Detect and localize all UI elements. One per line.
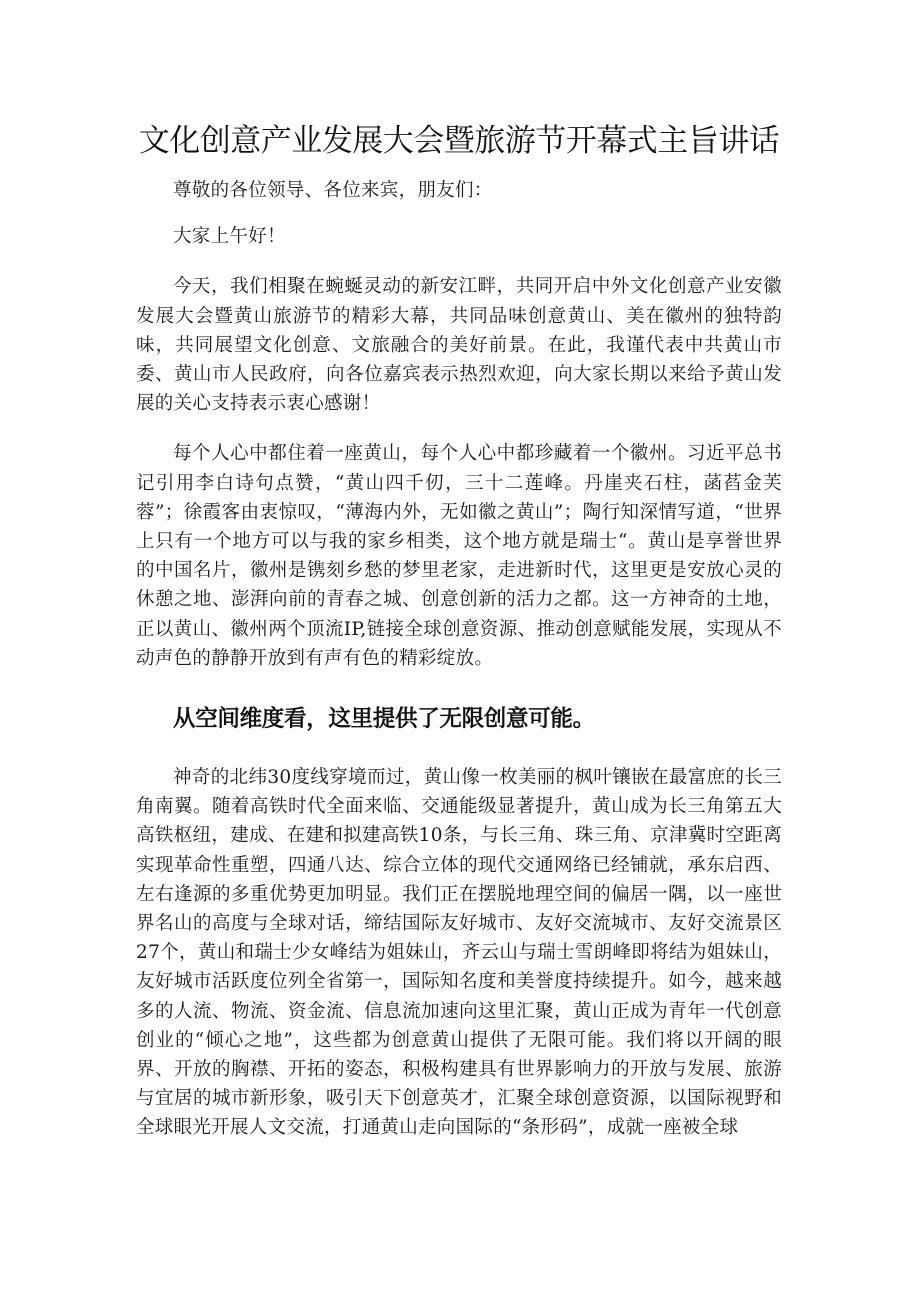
salutation: 尊敬的各位领导、各位来宾，朋友们： (173, 180, 493, 201)
document-title: 文化创意产业发展大会暨旅游节开幕式主旨讲话 (138, 123, 780, 159)
paragraph-welcome: 今天，我们相聚在蜿蜒灵动的新安江畔，共同开启中外文化创意产业安徽发展大会暨黄山旅游节的精彩大幕，共同品味创意黄山、美在徽州的独特韵味，共同展望文化创意、文旅融合的美好前景。在此，我谨代表中共黄山市委、黄山市人民政府，向各位嘉宾表示热烈欢迎，向大家长期以来给予黄山发展的关心支持表示衷心感谢！ (136, 276, 782, 415)
paragraph-huangshan-heart: 每个人心中都住着一座黄山，每个人心中都珍藏着一个徽州。习近平总书记引用李白诗句点赞，“黄山四千仞，三十二莲峰。丹崖夹石柱，菡萏金芙蓉”；徐霞客由衷惊叹，“薄海内外，无如徽之黄山”；陶行知深情写道，“世界上只有一个地方可以与我的家乡相类，这个地方就是瑞士“。黄山是享誉世界的中国名片，徽州是镌刻乡愁的梦里老家，走进新时代，这里更是安放心灵的休憩之地、澎湃向前的青春之城、创意创新的活力之都。这一方神奇的土地，正以黄山、徽州两个顶流IP,链接全球创意资源、推动创意赋能发展，实现从不动声色的静静开放到有声有色的精彩绽放。 (136, 443, 782, 669)
document-page (136, 118, 782, 1143)
greeting: 大家上午好！ (173, 226, 286, 248)
paragraph-spatial-dimension: 神奇的北纬30度线穿境而过，黄山像一枚美丽的枫叶镶嵌在最富庶的长三角南翼。随着高铁时代全面来临、交通能级显著提升，黄山成为长三角第五大高铁枢纽，建成、在建和拟建高铁10条，与长三角、珠三角、京津冀时空距离实现革命性重塑，四通八达、综合立体的现代交通网络已经铺就，承东启西、左右逢源的多重优势更加明显。我们正在摆脱地理空间的偏居一隅，以一座世界名山的高度与全球对话，缔结国际友好城市、友好交流城市、友好交流景区27个，黄山和瑞士少女峰结为姐妹山，齐云山与瑞士雪朗峰即将结为姐妹山，友好城市活跃度位列全省第一，国际知名度和美誉度持续提升。如今，越来越多的人流、物流、资金流、信息流加速向这里汇聚，黄山正成为青年一代创意创业的“倾心之地”，这些都为创意黄山提供了无限可能。我们将以开阔的眼界、开放的胸襟、开拓的姿态，积极构建具有世界影响力的开放与发展、旅游与宜居的城市新形象，吸引天下创意英才，汇聚全球创意资源，以国际视野和全球眼光开展人文交流，打通黄山走向国际的“条形码”，成就一座被全球 (136, 767, 782, 1139)
section-heading: 从空间维度看，这里提供了无限创意可能。 (173, 706, 595, 733)
